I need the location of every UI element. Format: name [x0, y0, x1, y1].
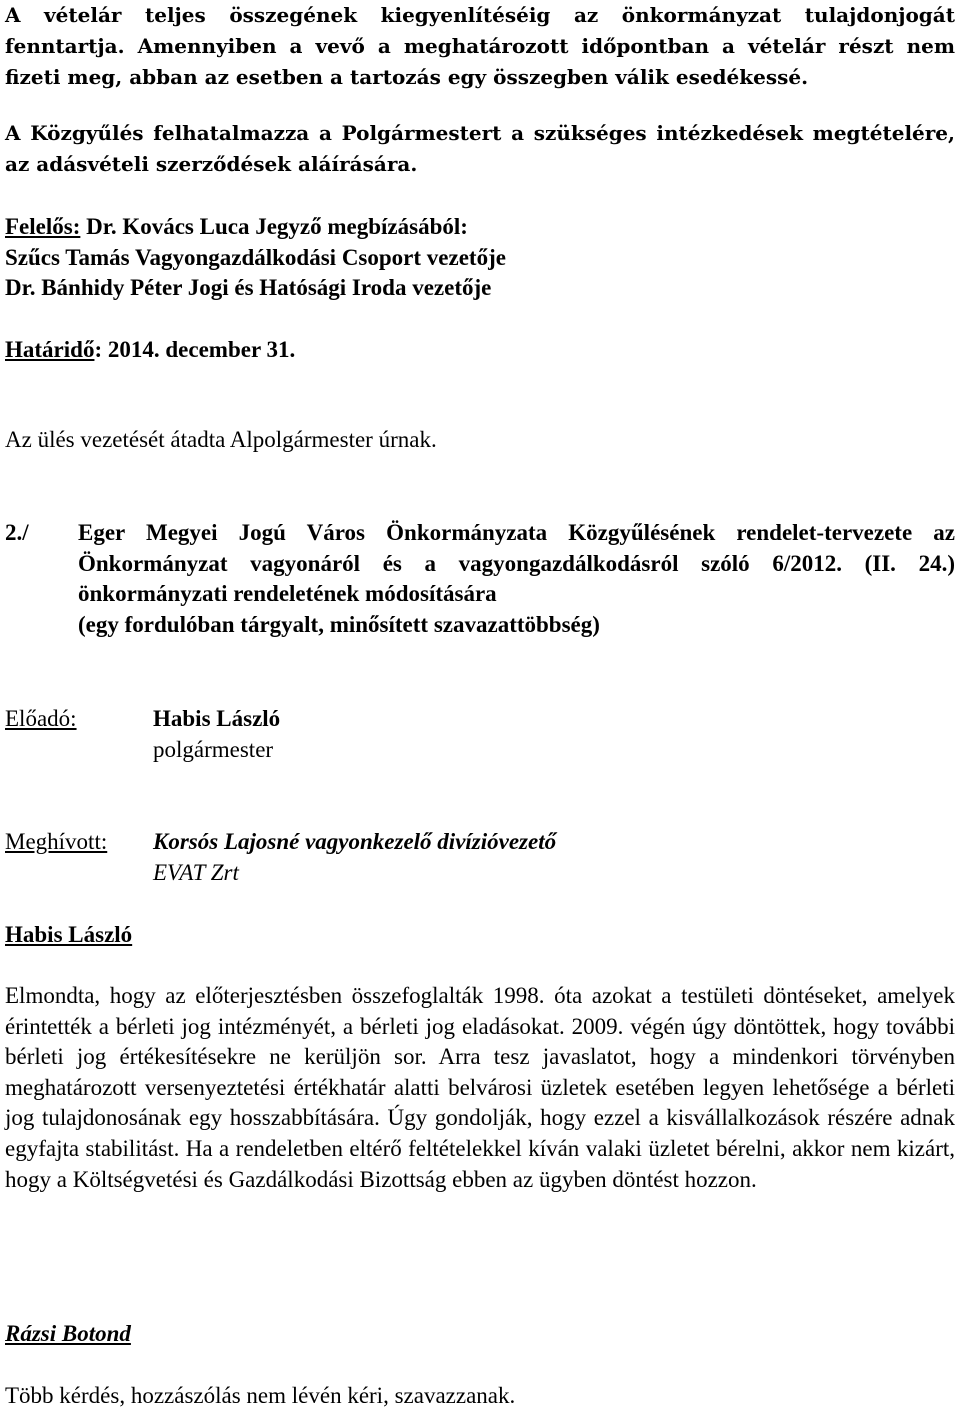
responsible-primary: Dr. Kovács Luca Jegyző megbízásából: — [80, 214, 468, 239]
deadline — [5, 335, 955, 366]
invited-label: Meghívott: — [5, 829, 108, 854]
handover-note: Az ülés vezetését átadta Alpolgármester úrnak. — [5, 427, 437, 452]
speaker-name-1: Habis László — [5, 922, 133, 947]
deadline-label: Határidő — [5, 337, 95, 362]
speaker-statement-1: Elmondta, hogy az előterjesztésben összefoglalták 1998. óta azokat a testületi döntéseket, amelyek érintették a bérleti jog intézményét, a bérleti jog eladásokat. 2009. végén úgy döntöttek, hogy további bérleti jog értékesítésekre ne kerüljön sor. Arra tesz javaslatot, hogy a mindenkori törvényben meghatározott versenyeztetési értékhatár alatti belvárosi üzletek esetében legyen lehetősége a bérleti jog tulajdonosának egy hosszabbítására. Úgy gondolják, hogy ezzel a kisvállalkozások részére adnak egyfajta stabilitást. Ha a rendeletben eltérő feltételekkel kíván valaki üzletet bérelni, akkor nem kizárt, hogy a Költségvetési és Gazdálkodási Bizottság ebben az ügyben döntést hozzon. — [5, 983, 955, 1192]
agenda-number: 2./ — [5, 520, 29, 545]
presenter-role: polgármester — [153, 736, 274, 762]
closing-paragraph: A vételár teljes összegének kiegyenlítéséig az önkormányzat tulajdonjogát fenntartja. Amennyiben a vevő a meghatározott időpontban a vételár részt nem fizeti meg, abban az esetben a tartozás egy összegben válik esedékessé. — [5, 3, 955, 89]
responsible-line-1 — [5, 212, 955, 243]
invited-info — [153, 827, 556, 888]
authorization-paragraph: A Közgyűlés felhatalmazza a Polgármestert a szükséges intézkedések megtételére, az adásvételi szerződések aláírására. — [5, 121, 955, 176]
presenter-label: Előadó: — [5, 706, 77, 731]
responsible-label: Felelős: — [5, 214, 81, 239]
speaker-name-2: Rázsi Botond — [5, 1321, 131, 1346]
agenda-note: (egy fordulóban tárgyalt, minősített szavazattöbbség) — [78, 612, 600, 637]
presenter-info — [153, 704, 280, 765]
agenda-item — [5, 518, 955, 648]
speaker-statement-2: Több kérdés, hozzászólás nem lévén kéri, szavazzanak. — [5, 1383, 516, 1408]
invited-org: EVAT Zrt — [153, 859, 239, 885]
responsible-line-2: Szűcs Tamás Vagyongazdálkodási Csoport vezetője — [5, 244, 506, 270]
responsible-line-3: Dr. Bánhidy Péter Jogi és Hatósági Iroda vezetője — [5, 275, 492, 301]
deadline-value: : 2014. december 31. — [94, 337, 296, 362]
invited-name: Korsós Lajosné vagyonkezelő divízióvezető — [153, 829, 557, 854]
presenter-row — [5, 704, 955, 766]
presenter-name: Habis László — [153, 706, 281, 731]
agenda-title: Eger Megyei Jogú Város Önkormányzata Közgyűlésének rendelet-tervezete az Önkormányzat vagyonáról és a vagyongazdálkodásról szóló 6/2012. (II. 24.) önkormányzati rendeletének módosítására — [78, 520, 955, 607]
responsible-block — [5, 212, 955, 304]
invited-row — [5, 827, 955, 889]
